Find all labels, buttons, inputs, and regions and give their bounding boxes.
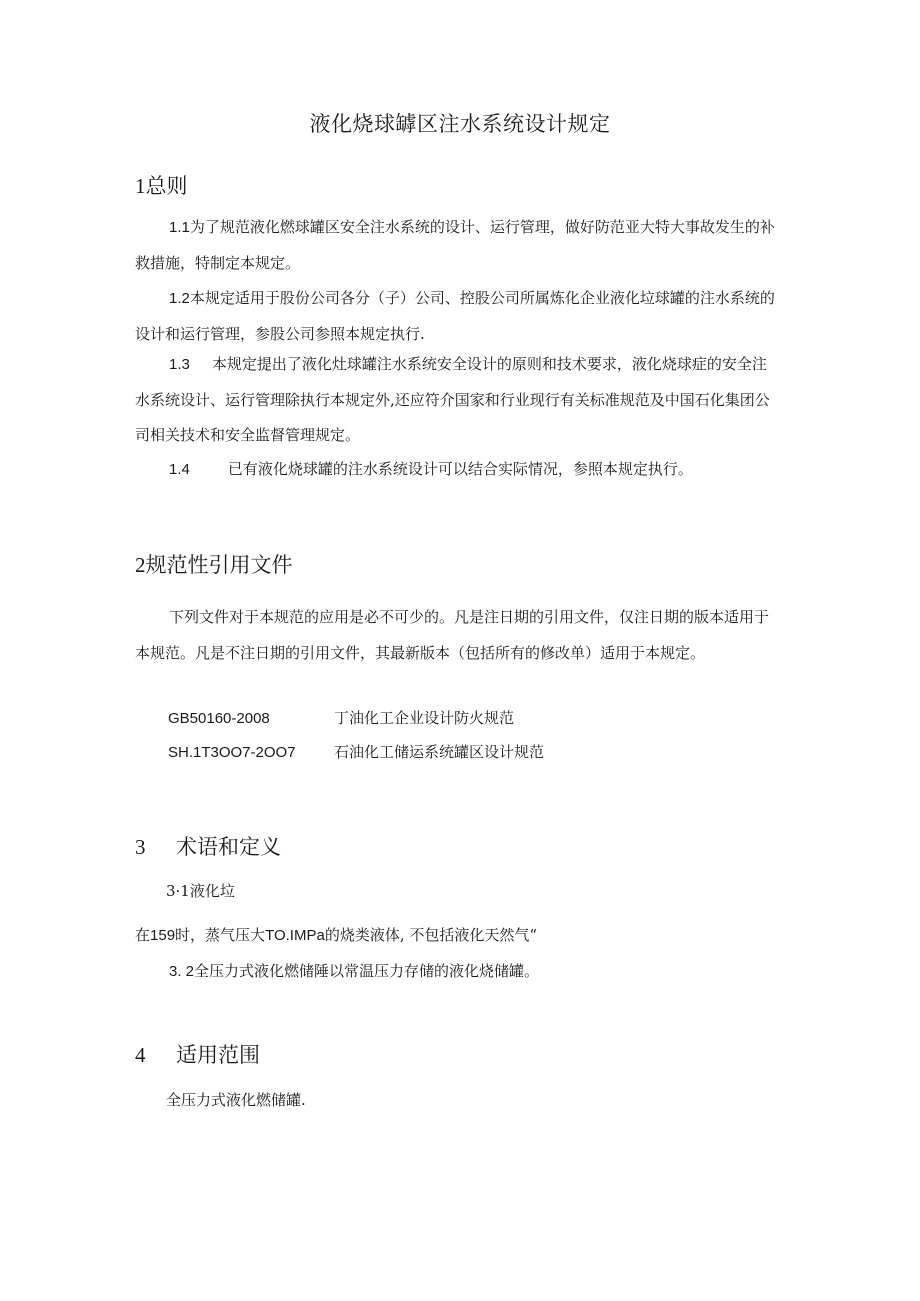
section-2-heading [135, 549, 293, 579]
section-title: 术语和定义 [176, 835, 281, 859]
clause-1-1 [135, 210, 775, 281]
clause-number: 1.3 [169, 356, 190, 373]
reference-code: SH.1T3OO7-2OO7 [168, 744, 296, 761]
term-3-1-definition [135, 924, 537, 945]
section-number: 1 [135, 174, 146, 198]
term-3-1-label: 3·1液化垃 [166, 882, 235, 900]
clause-1-4 [169, 458, 693, 479]
definition-text: 的烧类液体, 不包括液化天然气“ [324, 926, 538, 944]
reference-title: 丁油化工企业设计防火规范 [334, 709, 515, 727]
section-1-heading [135, 170, 188, 200]
section-4-body: 全压力式液化燃储罐. [166, 1091, 306, 1109]
section-number: 2 [135, 553, 146, 577]
definition-value: 159 [150, 927, 176, 944]
reference-item [168, 707, 514, 728]
term-3-2 [169, 960, 539, 981]
clause-1-3 [135, 347, 775, 454]
definition-value: TO.IMPa [265, 927, 325, 944]
reference-title: 石油化工储运系统罐区设计规范 [334, 743, 545, 761]
clause-text: 本规定适用于股份公司各分（子）公司、控股公司所属炼化企业液化垃球罐的注水系统的设计和运行管理，参股公司参照本规定执行. [135, 289, 775, 343]
clause-number: 3. 2 [169, 963, 195, 980]
section-title: 总则 [145, 174, 188, 198]
clause-number: 1.4 [169, 461, 190, 478]
document-title: 液化烧球罅区注水系统设计规定 [309, 112, 611, 136]
section-2-intro: 下列文件对于本规范的应用是必不可少的。凡是注日期的引用文件，仅注日期的版本适用于本规范。凡是不注日期的引用文件，其最新版本（包括所有的修改单）适用于本规定。 [135, 608, 770, 662]
section-number: 3 [135, 835, 146, 859]
reference-item [168, 741, 544, 762]
section-title: 规范性引用文件 [145, 553, 293, 577]
clause-1-2 [135, 281, 775, 352]
clause-text: 为了规范液化燃球罐区安全注水系统的设计、运行管理，做好防范亚大特大事故发生的补救措施，特制定本规定。 [135, 218, 775, 272]
clause-number: 1.1 [169, 219, 190, 236]
section-3-heading [135, 831, 281, 861]
section-number: 4 [135, 1043, 146, 1067]
clause-text: 全压力式液化燃储陲以常温压力存储的液化烧储罐。 [194, 962, 540, 980]
reference-code: GB50160-2008 [168, 710, 270, 727]
definition-text: 在 [135, 926, 151, 944]
section-4-heading [135, 1039, 260, 1069]
clause-text: 已有液化烧球罐的注水系统设计可以结合实际情况，参照本规定执行。 [227, 460, 693, 478]
section-title: 适用范围 [176, 1043, 260, 1067]
clause-text: 本规定提出了液化灶球罐注水系统安全设计的原则和技术要求，液化烧球症的安全注水系统设计、运行管理除执行本规定外,还应符介国家和行业现行有关标准规范及中国石化集团公司相关技术和安全监督管理规定。 [135, 355, 770, 444]
definition-text: 时，蒸气压大 [175, 926, 266, 944]
clause-number: 1.2 [169, 290, 190, 307]
